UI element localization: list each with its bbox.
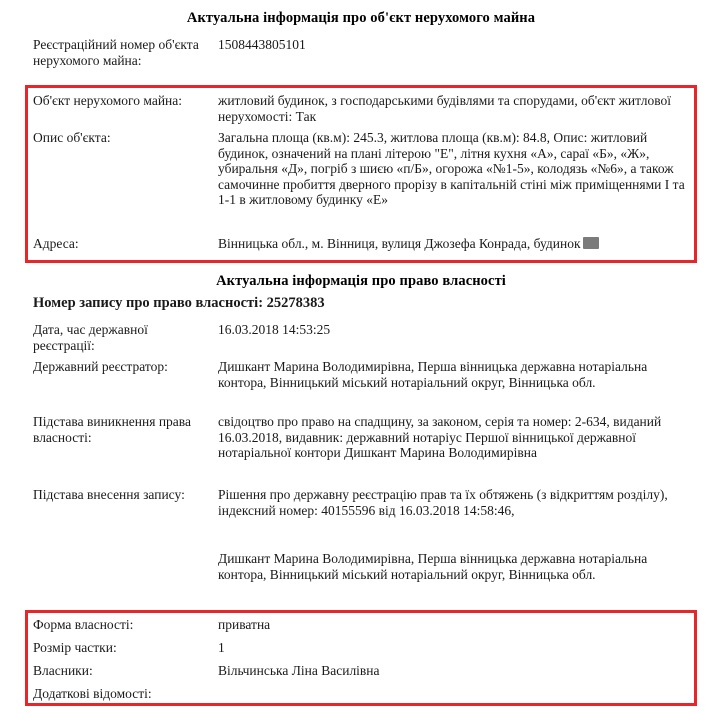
row-description <box>33 130 695 208</box>
row-object <box>33 93 695 124</box>
address-label: Адреса: <box>33 236 79 251</box>
object-label: Об'єкт нерухомого майна: <box>33 93 183 108</box>
registration-date-label: Дата, час державної реєстрації: <box>33 322 148 353</box>
registrar-label: Державний реєстратор: <box>33 359 168 374</box>
address-text: Вінницька обл., м. Вінниця, вулиця Джозефа Конрада, будинок <box>218 236 581 251</box>
section-title-ownership: Актуальна інформація про право власності <box>216 273 506 289</box>
registration-number-value: 1508443805101 <box>218 37 306 52</box>
basis-of-record-continued-value: Дишкант Марина Володимирівна, Перша вінницька державна нотаріальна контора, Вінницький міський нотаріальний округ, Вінницька обл. <box>218 551 648 582</box>
owners-value: Вільчинська Ліна Василівна <box>218 663 380 678</box>
ownership-record-number: Номер запису про право власності: 25278383 <box>33 295 325 311</box>
ownership-form-label: Форма власності: <box>33 617 134 632</box>
description-label: Опис об'єкта: <box>33 130 111 145</box>
registration-date-value: 16.03.2018 14:53:25 <box>218 322 331 337</box>
description-value: Загальна площа (кв.м): 245.3, житлова площа (кв.м): 84.8, Опис: житловий будинок, означений на плані літерою "Е", літня кухня «А», сараї «Б», «Ж», убиральня «Д», погріб з шиєю «п/Б», огорожа «№1-5», колодязь «№6», а також самочинне пробиття дверного прорізу в капітальній стіні між приміщеннями І та 1-1 в житловому будинку «Е» <box>218 130 685 208</box>
row-registration-date <box>33 322 695 353</box>
object-value: житловий будинок, з господарськими будівлями та спорудами, об'єкт житлової нерухомості: Так <box>218 93 671 124</box>
share-size-label: Розмір частки: <box>33 640 117 655</box>
basis-of-right-label: Підстава виникнення права власності: <box>33 414 191 445</box>
owners-label: Власники: <box>33 663 93 678</box>
redaction-block-icon <box>583 237 599 249</box>
row-basis-of-record-continued <box>33 551 695 582</box>
row-basis-of-record <box>33 487 695 518</box>
row-registrar <box>33 359 695 390</box>
address-value <box>218 236 695 252</box>
row-share-size <box>33 640 695 656</box>
registrar-value: Дишкант Марина Володимирівна, Перша вінницька державна нотаріальна контора, Вінницький міський нотаріальний округ, Вінницька обл. <box>218 359 648 390</box>
row-basis-of-right <box>33 414 695 461</box>
basis-of-record-label: Підстава внесення запису: <box>33 487 185 502</box>
section-title-property: Актуальна інформація про об'єкт нерухомого майна <box>186 10 536 26</box>
row-registration-number <box>33 37 695 68</box>
basis-of-right-value: свідоцтво про право на спадщину, за законом, серія та номер: 2-634, виданий 16.03.2018, видавник: державний нотаріус Першої вінницької державної нотаріальної контори Дишкант Марина Володимирівна <box>218 414 662 461</box>
basis-of-record-value: Рішення про державну реєстрацію прав та їх обтяжень (з відкриттям розділу), індексний номер: 40155596 від 16.03.2018 14:58:46, <box>218 487 668 518</box>
row-extra-info <box>33 686 695 702</box>
ownership-form-value: приватна <box>218 617 271 632</box>
row-owners <box>33 663 695 679</box>
row-address <box>33 236 695 252</box>
registration-number-label: Реєстраційний номер об'єкта нерухомого майна: <box>33 37 199 68</box>
row-ownership-form <box>33 617 695 633</box>
share-size-value: 1 <box>218 640 225 655</box>
extra-info-label: Додаткові відомості: <box>33 686 152 701</box>
